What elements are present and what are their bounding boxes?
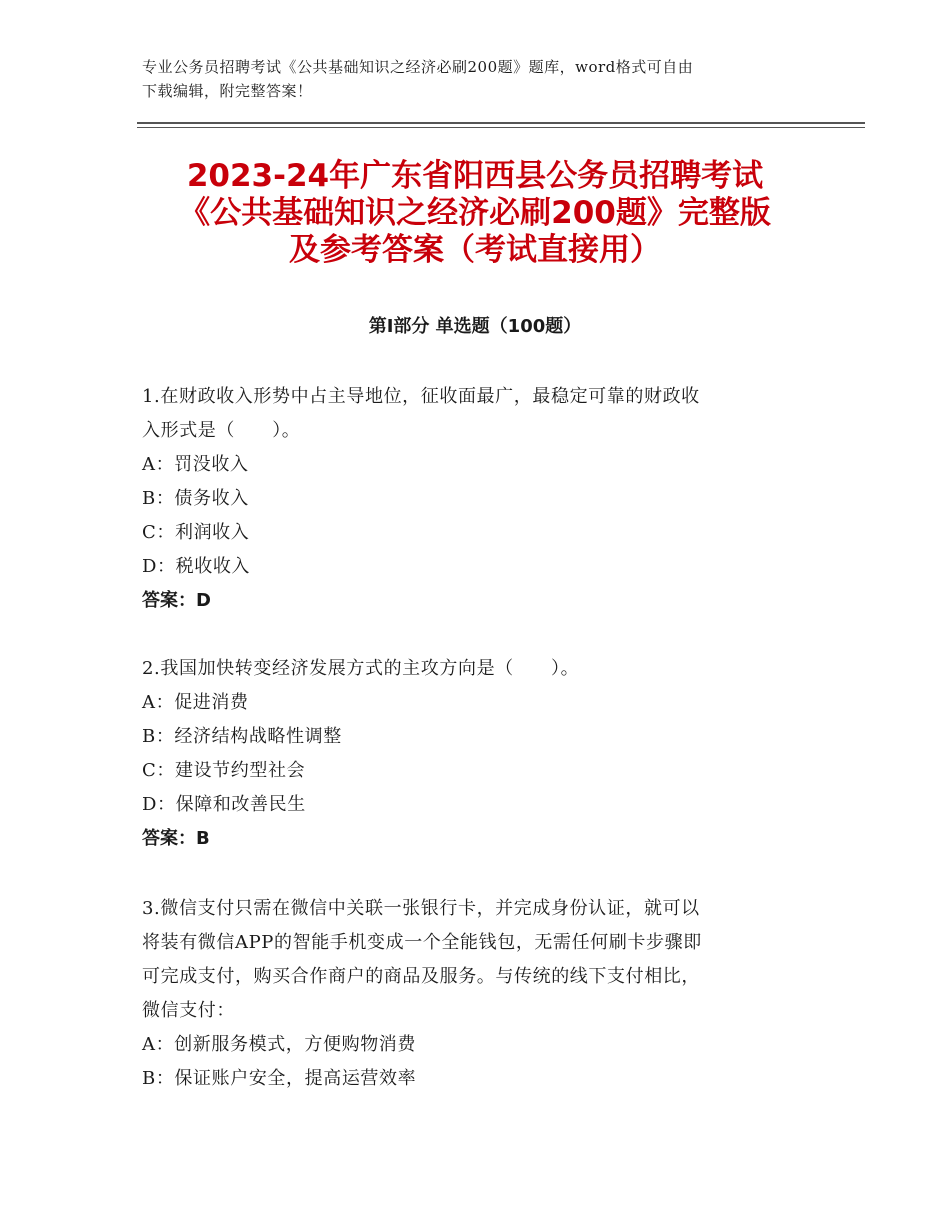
question-stem: 2.我国加快转变经济发展方式的主攻方向是（ ）。: [142, 658, 580, 679]
header-divider-thin: [137, 127, 865, 128]
header-divider-thick: [137, 122, 865, 124]
header-note-line: 下载编辑，附完整答案！: [142, 82, 313, 100]
question-stem: 微信支付：: [142, 1000, 235, 1021]
option-d: D：税收收入: [142, 556, 251, 577]
question-stem: 入形式是（ ）。: [142, 420, 301, 441]
header-note: [142, 55, 822, 103]
document-title: [100, 158, 850, 269]
option-a: A：促进消费: [142, 692, 249, 713]
question-stem: 3.微信支付只需在微信中关联一张银行卡，并完成身份认证，就可以: [142, 898, 700, 919]
question-stem: 1.在财政收入形势中占主导地位，征收面最广，最稳定可靠的财政收: [142, 386, 700, 407]
answer: 答案：B: [142, 828, 210, 849]
header-note-line: 专业公务员招聘考试《公共基础知识之经济必刷200题》题库，word格式可自由: [142, 58, 694, 76]
option-b: B：保证账户安全，提高运营效率: [142, 1068, 417, 1089]
section-title: 第Ⅰ部分 单选题（100题）: [368, 316, 582, 337]
option-b: B：债务收入: [142, 488, 249, 509]
question-1: [142, 380, 822, 618]
option-c: C：利润收入: [142, 522, 250, 543]
title-line: 及参考答案（考试直接用）: [289, 232, 661, 268]
title-line: 2023-24年广东省阳西县公务员招聘考试: [186, 158, 764, 194]
question-3: [142, 892, 822, 1096]
option-b: B：经济结构战略性调整: [142, 726, 342, 747]
option-a: A：创新服务模式，方便购物消费: [142, 1034, 416, 1055]
option-a: A：罚没收入: [142, 454, 249, 475]
question-2: [142, 652, 822, 856]
option-d: D：保障和改善民生: [142, 794, 306, 815]
title-line: 《公共基础知识之经济必刷200题》完整版: [179, 195, 771, 231]
question-stem: 将装有微信APP的智能手机变成一个全能钱包，无需任何刷卡步骤即: [142, 932, 702, 953]
answer: 答案：D: [142, 590, 211, 611]
option-c: C：建设节约型社会: [142, 760, 306, 781]
question-stem: 可完成支付，购买合作商户的商品及服务。与传统的线下支付相比，: [142, 966, 700, 987]
